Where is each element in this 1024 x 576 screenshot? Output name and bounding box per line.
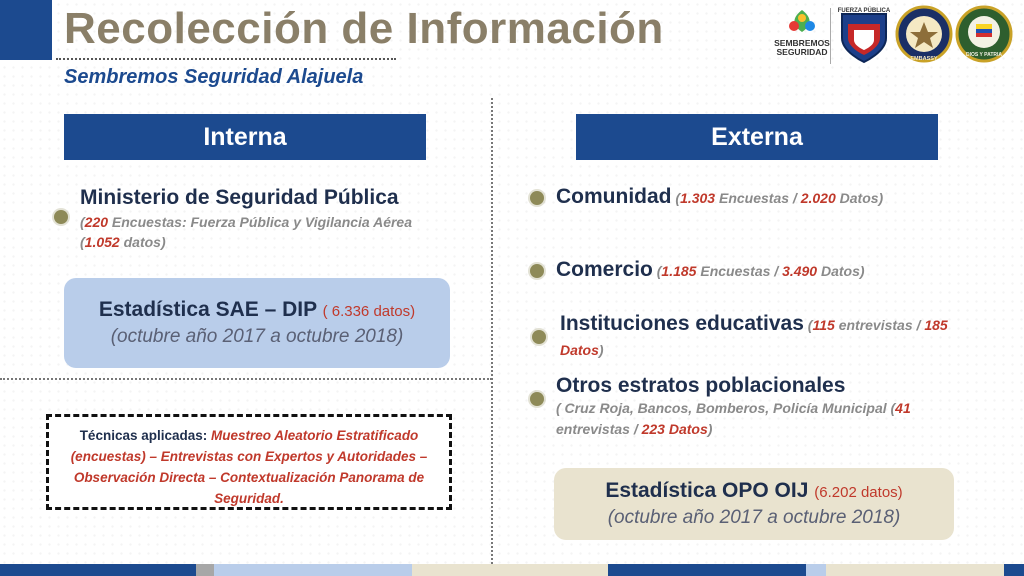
logo-text-sembremos: SEMBREMOS <box>774 38 830 48</box>
bullet-icon <box>530 392 544 406</box>
logo-text-fuerza: FUERZA PÚBLICA <box>837 8 891 14</box>
otros-item <box>556 374 956 440</box>
bullet-icon <box>530 191 544 205</box>
otros-title: Otros estratos poblacionales <box>556 374 846 397</box>
encuestas-label: Encuestas / <box>696 263 783 279</box>
logo-divider <box>830 8 831 64</box>
paren: ( <box>80 234 85 250</box>
horizontal-divider <box>0 378 492 380</box>
footer-segment <box>826 564 1004 576</box>
footer-color-bar <box>0 564 1024 576</box>
comercio-title: Comercio <box>556 258 653 281</box>
comercio-encuestas: 1.185 <box>661 263 697 279</box>
paren: ( <box>803 317 813 333</box>
datos-label: Datos) <box>835 190 884 206</box>
ministerio-encuestas-label: Encuestas: Fuerza Pública y Vigilancia Aérea <box>108 214 413 230</box>
header-accent-bar <box>0 0 52 60</box>
footer-segment <box>412 564 608 576</box>
entrevistas-label: entrevistas / <box>834 317 925 333</box>
footer-segment <box>196 564 214 576</box>
stat-opo-label: Estadística OPO OIJ <box>605 479 809 502</box>
instituciones-title: Instituciones educativas <box>560 312 804 335</box>
otros-detail <box>556 398 956 440</box>
logo-strip <box>772 2 1016 68</box>
logo-text-seguridad: SEGURIDAD <box>776 47 828 57</box>
datos-label: Datos <box>560 342 599 358</box>
otros-entrevistas: 41 <box>895 400 911 416</box>
comercio-datos: 3.490 <box>782 263 818 279</box>
tecnicas-text: Muestreo Aleatorio Estratificado (encuestas) – Entrevistas con Expertos y Autoridades – Observación Directa – Contextualización Panorama de Seguridad. <box>70 428 428 506</box>
comunidad-encuestas: 1.303 <box>680 190 716 206</box>
comunidad-item <box>556 185 883 209</box>
logo-text-embassy: EMBASSY <box>910 56 938 62</box>
sembremos-seguridad-logo <box>772 4 832 66</box>
ministerio-item <box>80 186 440 252</box>
logo-text-motto: DIOS Y PATRIA <box>965 52 1003 58</box>
footer-segment <box>214 564 412 576</box>
ministerio-encuestas-count: 220 <box>84 214 109 230</box>
ministerio-datos-count: 1.052 <box>84 234 120 250</box>
footer-segment <box>806 564 826 576</box>
otros-list: ( Cruz Roja, Bancos, Bomberos, Policía Municipal ( <box>556 400 896 416</box>
instituciones-item <box>560 312 980 363</box>
stat-opo-heading <box>554 479 954 503</box>
policia-colombia-seal-icon <box>954 4 1014 66</box>
ministerio-detail <box>80 212 440 252</box>
datos-label: Datos <box>668 421 708 437</box>
paren: ( <box>652 263 662 279</box>
paren: ( <box>80 214 85 230</box>
bullet-icon <box>54 210 68 224</box>
instituciones-entrevistas: 115 <box>812 317 835 333</box>
comunidad-datos: 2.020 <box>800 190 836 206</box>
stat-sae-dip-box <box>64 278 450 368</box>
page-subtitle: Sembremos Seguridad Alajuela <box>64 66 364 88</box>
otros-datos: 223 <box>641 421 665 437</box>
stat-sae-label: Estadística SAE – DIP <box>98 298 317 321</box>
page-title: Recolección de Información <box>64 4 664 53</box>
interna-banner: Interna <box>64 114 426 160</box>
fuerza-publica-badge-icon <box>834 4 894 66</box>
stat-opo-oij-box <box>554 468 954 540</box>
ministerio-title: Ministerio de Seguridad Pública <box>80 186 399 209</box>
vertical-divider <box>491 98 493 564</box>
tecnicas-label: Técnicas aplicadas: <box>79 428 212 443</box>
paren: ) <box>598 342 604 358</box>
paren: ( <box>671 190 681 206</box>
ministerio-datos-label: datos) <box>119 234 166 250</box>
stat-sae-period: (octubre año 2017 a octubre 2018) <box>110 326 404 347</box>
tecnicas-box <box>46 414 452 510</box>
us-embassy-seal-icon <box>894 4 954 66</box>
footer-segment <box>608 564 806 576</box>
bullet-icon <box>532 330 546 344</box>
paren: ) <box>707 421 713 437</box>
footer-segment <box>1004 564 1024 576</box>
stat-opo-period: (octubre año 2017 a octubre 2018) <box>607 507 901 528</box>
title-underline <box>56 58 396 60</box>
externa-banner: Externa <box>576 114 938 160</box>
encuestas-label: Encuestas / <box>715 190 801 206</box>
stat-sae-value: ( 6.336 datos) <box>322 303 416 320</box>
stat-opo-value: (6.202 datos) <box>814 484 903 501</box>
entrevistas-label: entrevistas / <box>556 421 642 437</box>
instituciones-datos: 185 <box>924 317 948 333</box>
footer-segment <box>0 564 196 576</box>
stat-sae-heading <box>64 298 450 322</box>
comunidad-title: Comunidad <box>556 185 672 208</box>
bullet-icon <box>530 264 544 278</box>
datos-label: Datos) <box>817 263 865 279</box>
comercio-item <box>556 258 865 282</box>
